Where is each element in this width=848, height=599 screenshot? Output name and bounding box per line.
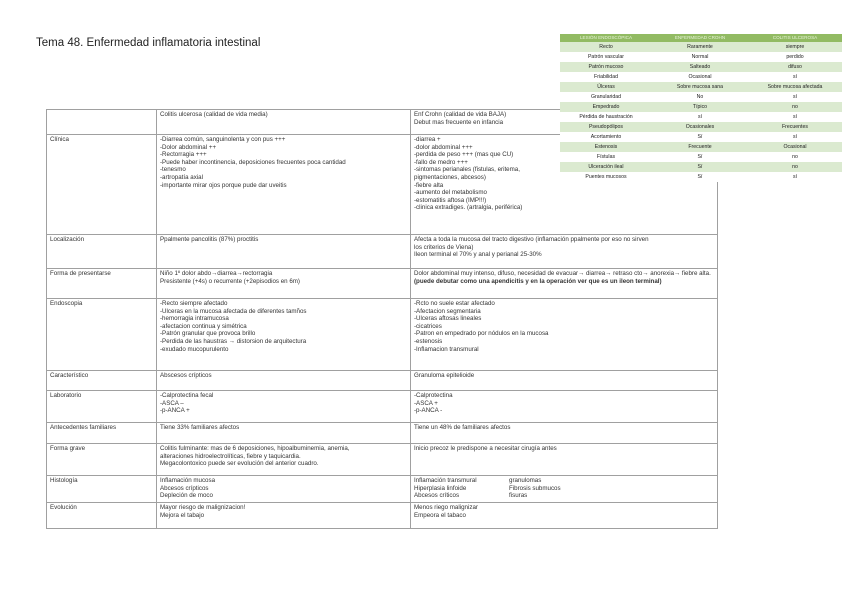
cell-line: Empeora el tabaco bbox=[414, 511, 466, 519]
crohn-value: Sí bbox=[652, 132, 748, 142]
cu-value: sí bbox=[748, 92, 842, 102]
side-table-row bbox=[560, 82, 842, 92]
cell-line: -Puede haber incontinencia, deposiciones frecuentes poca cantidad bbox=[160, 158, 346, 166]
side-header-cell: ENFERMEDAD CROHN bbox=[652, 34, 748, 42]
crohn-presentation-main: Dolor abdominal muy intenso, difuso, necesidad de evacuar→ diarrea→ retraso cto→ anorexia→ fiebre alta. bbox=[414, 270, 711, 277]
cell-line: -Calprotectina fecal bbox=[160, 392, 214, 399]
cu-value: sí bbox=[748, 132, 842, 142]
cell-line: -perdida de peso +++ (mas que CU) bbox=[414, 151, 514, 159]
crohn-presentation-text bbox=[414, 270, 714, 285]
cell-line: -ASCA – bbox=[160, 399, 184, 407]
cu-value: Sobre mucosa afectada bbox=[748, 82, 842, 92]
lesion-name: Granularidad bbox=[560, 92, 652, 102]
histology-item: Fibrosis submucos bbox=[509, 484, 561, 492]
cell-line: Afecta a toda la mucosa del tracto digestivo (inflamación ppalmente por eso no sirven bbox=[414, 236, 649, 243]
cu-cell bbox=[157, 503, 411, 529]
cu-value: sí bbox=[748, 112, 842, 122]
cu-cell bbox=[157, 391, 411, 423]
side-table-row bbox=[560, 62, 842, 72]
row-label: Localización bbox=[47, 235, 157, 269]
cell-line: Megacolontoxico puede ser evolución del anterior cuadro. bbox=[160, 460, 319, 468]
crohn-value: Raramente bbox=[652, 42, 748, 52]
cell-line: -estenosis bbox=[414, 337, 443, 345]
histology-item: Abcesos críticos bbox=[414, 492, 460, 500]
cu-cell bbox=[157, 371, 411, 391]
cell-line: -Calprotectina bbox=[414, 392, 453, 399]
cell-line: -Patron en empedrado por nódulos en la mucosa bbox=[414, 330, 549, 338]
cu-cell bbox=[157, 423, 411, 444]
histology-item: Inflamación transmural bbox=[414, 477, 477, 484]
table-row bbox=[47, 235, 718, 269]
lesion-name: Patrón vascular bbox=[560, 52, 652, 62]
cu-cell bbox=[157, 476, 411, 503]
crohn-cell bbox=[411, 476, 718, 503]
cu-value: Ocasional bbox=[748, 142, 842, 152]
cell-line: Colitis fulminante: mas de 6 deposiciones, hipoalbuminemia, anemia, bbox=[160, 445, 350, 452]
cell-line: Inicio precoz le predispone a necesitar cirugía antes bbox=[414, 445, 557, 452]
histology-line bbox=[414, 492, 714, 500]
lesion-name: Estenosis bbox=[560, 142, 652, 152]
cu-cell bbox=[157, 299, 411, 371]
lesion-name: Patrón mucoso bbox=[560, 62, 652, 72]
cell-line: Ileon terminal el 70% y anal y perianal 25-30% bbox=[414, 251, 542, 259]
cu-cell bbox=[157, 269, 411, 299]
table-row bbox=[47, 503, 718, 529]
table-row bbox=[47, 391, 718, 423]
side-header-cell: COLITIS ULCEROSA bbox=[748, 34, 842, 42]
cell-line: Menos riego malignizar bbox=[414, 504, 478, 511]
cu-value: no bbox=[748, 102, 842, 112]
cu-cell bbox=[157, 135, 411, 235]
side-table-row bbox=[560, 52, 842, 62]
cell-line: -afectacion continua y simétrica bbox=[160, 322, 247, 330]
crohn-value: No bbox=[652, 92, 748, 102]
cell-line: -Afectacion segmentaria bbox=[414, 307, 481, 315]
cell-line: -fiebre alta bbox=[414, 181, 444, 189]
lesion-name: Fístulas bbox=[560, 152, 652, 162]
cell-line: -tenesmo bbox=[160, 166, 186, 174]
crohn-cell bbox=[411, 269, 718, 299]
side-table-body bbox=[560, 42, 842, 182]
row-label: Forma grave bbox=[47, 444, 157, 476]
side-table-row bbox=[560, 142, 842, 152]
cell-line: -Ulceras aftosas lineales bbox=[414, 315, 482, 323]
crohn-value: Ocasionales bbox=[652, 122, 748, 132]
header-crohn-line: Enf Crohn (calidad de vida BAJA) bbox=[414, 111, 507, 118]
cell-line: Presistente (+4s) o recurrente (+2episodios en 6m) bbox=[160, 277, 300, 285]
crohn-value: Salteado bbox=[652, 62, 748, 72]
cell-line: Mayor riesgo de malignizacion! bbox=[160, 504, 246, 511]
cu-cell bbox=[157, 235, 411, 269]
cu-value: perdido bbox=[748, 52, 842, 62]
cell-line: Inflamación mucosa bbox=[160, 477, 216, 484]
crohn-cell bbox=[411, 235, 718, 269]
crohn-value: Típico bbox=[652, 102, 748, 112]
side-table-row bbox=[560, 42, 842, 52]
cell-line: Mejora el tabajo bbox=[160, 511, 205, 519]
cell-line: -ASCA + bbox=[414, 399, 438, 407]
crohn-value: Sí bbox=[652, 172, 748, 182]
side-table-row bbox=[560, 152, 842, 162]
cell-line: -dolor abdominal +++ bbox=[414, 143, 473, 151]
cell-line: Tiene 33% familiares afectos bbox=[160, 424, 240, 431]
endoscopic-lesion-table bbox=[560, 34, 842, 182]
cell-line: -importante mirar ojos porque pude dar uveitis bbox=[160, 181, 287, 189]
crohn-value: Ocasional bbox=[652, 72, 748, 82]
crohn-value: Frecuente bbox=[652, 142, 748, 152]
cell-line: Granuloma epitelioide bbox=[414, 372, 475, 379]
cu-value: sí bbox=[748, 72, 842, 82]
cell-line: -estomatitis aftosa (IMP!!!) bbox=[414, 196, 487, 204]
side-table-row bbox=[560, 102, 842, 112]
row-label: Característico bbox=[47, 371, 157, 391]
row-label: Forma de presentarse bbox=[47, 269, 157, 299]
side-table-row bbox=[560, 92, 842, 102]
lesion-name: Empedrado bbox=[560, 102, 652, 112]
cell-line: -Rcto no suele estar afectado bbox=[414, 300, 495, 307]
histology-line bbox=[414, 477, 714, 485]
cell-line: -p-ANCA + bbox=[160, 407, 190, 415]
cell-line: -Rectorragia +++ bbox=[160, 151, 207, 159]
cu-cell bbox=[157, 444, 411, 476]
header-crohn-line: Debut mas frecuente en infancia bbox=[414, 118, 504, 126]
lesion-name: Friabilidad bbox=[560, 72, 652, 82]
cell-line: Ppalmente pancolitis (87%) proctitis bbox=[160, 236, 259, 243]
lesion-name: Ulceración ileal bbox=[560, 162, 652, 172]
crohn-cell bbox=[411, 503, 718, 529]
cell-line: los criterios de Viena) bbox=[414, 243, 474, 251]
lesion-name: Pseudopólipos bbox=[560, 122, 652, 132]
crohn-cell bbox=[411, 371, 718, 391]
cell-line: -sintomas perianales (fistulas, eritema, bbox=[414, 166, 520, 174]
crohn-cell bbox=[411, 299, 718, 371]
cell-line: alteraciones hidroelectrolíticas, fiebre y taquicardia. bbox=[160, 452, 301, 460]
cell-line: Tiene un 48% de familiares afectos bbox=[414, 424, 511, 431]
cell-line: -p-ANCA - bbox=[414, 407, 443, 415]
cu-value: difuso bbox=[748, 62, 842, 72]
cell-line: -Diarrea común, sanguinolenta y con pus +++ bbox=[160, 136, 286, 143]
cell-line: Abscesos crípticos bbox=[160, 372, 212, 379]
side-table-row bbox=[560, 72, 842, 82]
cu-value: Frecuentes bbox=[748, 122, 842, 132]
histology-item: Hiperplasia linfoide bbox=[414, 484, 467, 492]
crohn-value: Normal bbox=[652, 52, 748, 62]
side-table-row bbox=[560, 112, 842, 122]
side-header-row bbox=[560, 34, 842, 42]
table-row bbox=[47, 299, 718, 371]
crohn-cell bbox=[411, 423, 718, 444]
cell-line: -diarrea + bbox=[414, 136, 441, 143]
cell-line: pigmentaciones, abcesos) bbox=[414, 173, 486, 181]
cell-line: -Ulceras en la mucosa afectada de diferentes tamños bbox=[160, 307, 307, 315]
cell-line: -Recto siempre afectado bbox=[160, 300, 228, 307]
row-label: Laboratorio bbox=[47, 391, 157, 423]
table-row bbox=[47, 476, 718, 503]
lesion-name: Pérdida de haustración bbox=[560, 112, 652, 122]
crohn-value: Sí bbox=[652, 152, 748, 162]
header-empty-cell bbox=[47, 110, 157, 135]
cell-line: Niño 1º dolor abdo→diarrea→rectorragia bbox=[160, 270, 273, 277]
row-label: Evolución bbox=[47, 503, 157, 529]
cu-value: siempre bbox=[748, 42, 842, 52]
row-label: Histología bbox=[47, 476, 157, 503]
header-cu-text: Colitis ulcerosa (calidad de vida media) bbox=[160, 111, 268, 118]
row-label: Antecedentes familiares bbox=[47, 423, 157, 444]
page-title: Tema 48. Enfermedad inflamatoria intestinal bbox=[36, 37, 261, 49]
side-table-row bbox=[560, 132, 842, 142]
cu-value: no bbox=[748, 152, 842, 162]
cell-line: Abcesos crípticos bbox=[160, 484, 209, 492]
side-table-row bbox=[560, 172, 842, 182]
crohn-cell bbox=[411, 444, 718, 476]
crohn-presentation-note: (puede debutar como una apendicitis y en la operación ver que es un ileon terminal) bbox=[414, 277, 662, 285]
cell-line: -Dolor abdominal ++ bbox=[160, 143, 217, 151]
cell-line: -Inflamacion transmural bbox=[414, 345, 479, 353]
side-header-cell: LESIÓN ENDOSCÓPICA bbox=[560, 34, 652, 42]
row-label: Clínica bbox=[47, 135, 157, 235]
table-row bbox=[47, 371, 718, 391]
cell-line: -cicatrices bbox=[414, 322, 442, 330]
side-table-row bbox=[560, 122, 842, 132]
lesion-name: Puentes mucosos bbox=[560, 172, 652, 182]
header-colitis-ulcerosa bbox=[157, 110, 411, 135]
lesion-name: Acortamiento bbox=[560, 132, 652, 142]
histology-item: granulomas bbox=[509, 477, 542, 484]
table-row bbox=[47, 269, 718, 299]
lesion-name: Recto bbox=[560, 42, 652, 52]
cu-value: no bbox=[748, 162, 842, 172]
cell-line: -aumento del metabolismo bbox=[414, 189, 487, 197]
crohn-value: Sobre mucosa sana bbox=[652, 82, 748, 92]
crohn-value: sí bbox=[652, 112, 748, 122]
crohn-cell bbox=[411, 391, 718, 423]
histology-line bbox=[414, 485, 714, 493]
cell-line: -fallo de medro +++ bbox=[414, 158, 468, 166]
histology-item: fisuras bbox=[509, 492, 528, 500]
table-row bbox=[47, 423, 718, 444]
lesion-name: Úlceras bbox=[560, 82, 652, 92]
cell-line: -hemorragia intramucosa bbox=[160, 315, 229, 323]
crohn-value: Sí bbox=[652, 162, 748, 172]
row-label: Endoscopia bbox=[47, 299, 157, 371]
cell-line: Depleción de moco bbox=[160, 492, 213, 500]
cell-line: -artropatía axial bbox=[160, 173, 203, 181]
cell-line: -exudado mucopurulento bbox=[160, 345, 229, 353]
cell-line: -Patrón granular que provoca brillo bbox=[160, 330, 256, 338]
side-table-row bbox=[560, 162, 842, 172]
cell-line: -clinica extradiges. (artralgia, periférica) bbox=[414, 204, 523, 212]
cu-value: sí bbox=[748, 172, 842, 182]
table-row bbox=[47, 444, 718, 476]
cell-line: -Perdida de las haustras → distorsion de arquitectura bbox=[160, 337, 307, 345]
